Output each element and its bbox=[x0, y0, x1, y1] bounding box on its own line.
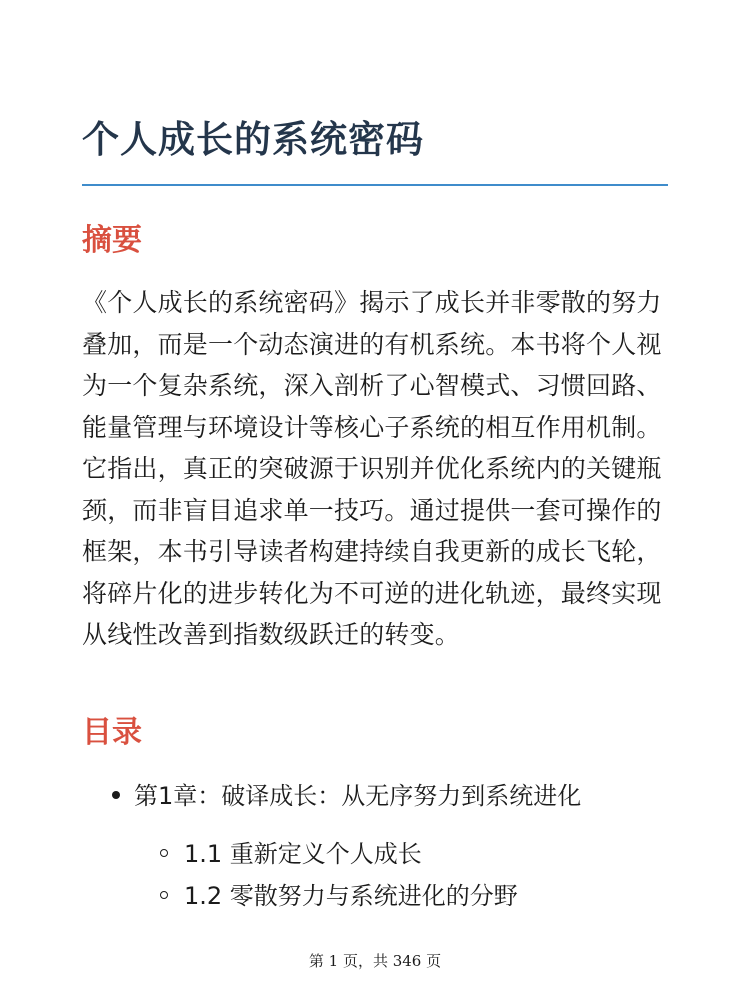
bullet-circle-icon bbox=[160, 849, 168, 857]
toc-section-item bbox=[160, 837, 422, 871]
toc-chapter-item bbox=[112, 779, 581, 813]
toc-section-label: 1.1 重新定义个人成长 bbox=[184, 840, 422, 868]
abstract-heading: 摘要 bbox=[82, 223, 142, 258]
bullet-disc-icon bbox=[112, 791, 120, 799]
toc-heading: 目录 bbox=[82, 715, 142, 750]
bullet-circle-icon bbox=[160, 891, 168, 899]
toc-chapter-label: 第1章：破译成长：从无序努力到系统进化 bbox=[134, 782, 582, 810]
toc-section-item bbox=[160, 879, 518, 913]
toc-section-label: 1.2 零散努力与系统进化的分野 bbox=[184, 882, 518, 910]
title-divider bbox=[82, 184, 668, 186]
abstract-body: 《个人成长的系统密码》揭示了成长并非零散的努力叠加，而是一个动态演进的有机系统。本书将个人视为一个复杂系统，深入剖析了心智模式、习惯回路、能量管理与环境设计等核心子系统的相互作用机制。它指出，真正的突破源于识别并优化系统内的关键瓶颈，而非盲目追求单一技巧。通过提供一套可操作的框架，本书引导读者构建持续自我更新的成长飞轮，将碎片化的进步转化为不可逆的进化轨迹，最终实现从线性改善到指数级跃迁的转变。 bbox=[82, 288, 662, 649]
page-number-footer: 第 1 页，共 346 页 bbox=[308, 952, 442, 970]
document-title: 个人成长的系统密码 bbox=[82, 118, 424, 161]
